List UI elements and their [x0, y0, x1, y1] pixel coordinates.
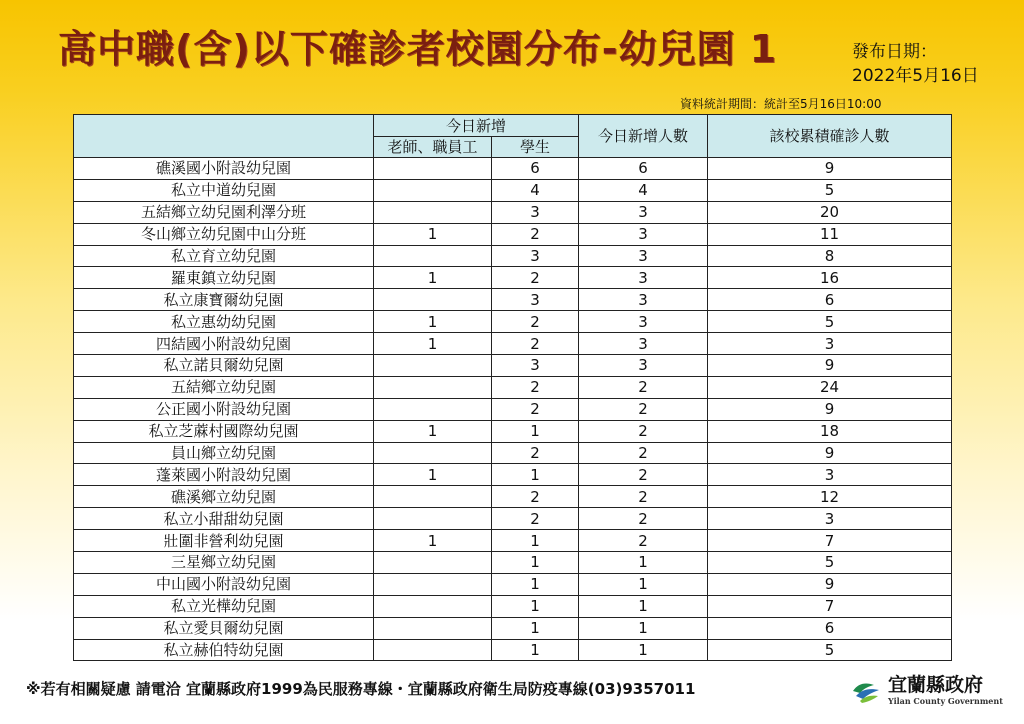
staff-count-cell — [374, 573, 492, 595]
school-name-cell: 私立芝蔴村國際幼兒園 — [74, 420, 374, 442]
statistics-period: 資料統計期間：統計至5月16日10:00 — [680, 97, 882, 111]
school-name-cell: 私立中道幼兒園 — [74, 179, 374, 201]
staff-count-cell — [374, 201, 492, 223]
today-total-cell: 2 — [579, 376, 708, 398]
table-row — [74, 508, 952, 530]
student-count-cell: 2 — [492, 267, 579, 289]
student-count-cell: 4 — [492, 179, 579, 201]
student-count-cell: 2 — [492, 311, 579, 333]
table-row — [74, 595, 952, 617]
school-name-cell: 私立育立幼兒園 — [74, 245, 374, 267]
table-row — [74, 530, 952, 552]
school-name-cell: 五結鄉立幼兒園利澤分班 — [74, 201, 374, 223]
table-row — [74, 486, 952, 508]
school-name-cell: 員山鄉立幼兒園 — [74, 442, 374, 464]
today-total-cell: 4 — [579, 179, 708, 201]
today-new-group-header: 今日新增 — [374, 115, 579, 137]
school-name-cell: 公正國小附設幼兒園 — [74, 398, 374, 420]
cumulative-cell: 9 — [708, 573, 952, 595]
school-name-cell: 中山國小附設幼兒園 — [74, 573, 374, 595]
today-total-cell: 1 — [579, 552, 708, 574]
today-total-cell: 1 — [579, 595, 708, 617]
cumulative-cell: 5 — [708, 311, 952, 333]
cumulative-cell: 20 — [708, 201, 952, 223]
school-name-cell: 蓬萊國小附設幼兒園 — [74, 464, 374, 486]
table-row — [74, 267, 952, 289]
table-row — [74, 420, 952, 442]
today-total-cell: 1 — [579, 617, 708, 639]
cumulative-cell: 3 — [708, 464, 952, 486]
school-name-cell: 三星鄉立幼兒園 — [74, 552, 374, 574]
today-total-cell: 1 — [579, 573, 708, 595]
publish-info — [852, 40, 979, 88]
staff-count-cell: 1 — [374, 420, 492, 442]
school-name-header — [74, 115, 374, 158]
staff-count-cell: 1 — [374, 464, 492, 486]
today-total-cell: 3 — [579, 267, 708, 289]
student-count-cell: 1 — [492, 530, 579, 552]
table-row — [74, 464, 952, 486]
table-row — [74, 639, 952, 661]
today-total-cell: 2 — [579, 398, 708, 420]
table-row — [74, 158, 952, 180]
table-row — [74, 201, 952, 223]
staff-count-cell — [374, 442, 492, 464]
cumulative-cell: 8 — [708, 245, 952, 267]
student-count-cell: 2 — [492, 376, 579, 398]
staff-count-cell — [374, 289, 492, 311]
table-row — [74, 552, 952, 574]
today-total-cell: 3 — [579, 355, 708, 377]
logo-english-text: Yilan County Government — [888, 696, 1003, 706]
table-row — [74, 398, 952, 420]
school-name-cell: 私立小甜甜幼兒園 — [74, 508, 374, 530]
today-total-cell: 3 — [579, 223, 708, 245]
student-count-cell: 2 — [492, 333, 579, 355]
table-row — [74, 617, 952, 639]
today-total-cell: 6 — [579, 158, 708, 180]
publish-label: 發布日期： — [852, 42, 937, 62]
staff-count-cell — [374, 552, 492, 574]
school-name-cell: 私立愛貝爾幼兒園 — [74, 617, 374, 639]
student-count-cell: 3 — [492, 289, 579, 311]
student-count-cell: 3 — [492, 201, 579, 223]
student-count-cell: 2 — [492, 442, 579, 464]
publish-date: 2022年5月16日 — [852, 66, 979, 86]
cumulative-cell: 3 — [708, 508, 952, 530]
cumulative-cell: 9 — [708, 398, 952, 420]
table-row — [74, 355, 952, 377]
table-row — [74, 245, 952, 267]
staff-count-cell: 1 — [374, 267, 492, 289]
cumulative-cell: 5 — [708, 639, 952, 661]
footer-note: ※若有相關疑慮 請電洽 宜蘭縣政府1999為民服務專線・宜蘭縣政府衛生局防疫專線(03)9357011 — [26, 680, 696, 698]
student-count-cell: 2 — [492, 398, 579, 420]
today-total-header: 今日新增人數 — [579, 115, 708, 158]
today-total-cell: 1 — [579, 639, 708, 661]
student-count-cell: 3 — [492, 355, 579, 377]
staff-count-cell — [374, 376, 492, 398]
school-name-cell: 冬山鄉立幼兒園中山分班 — [74, 223, 374, 245]
cumulative-cell: 6 — [708, 289, 952, 311]
cumulative-cell: 7 — [708, 530, 952, 552]
staff-count-cell — [374, 158, 492, 180]
student-count-cell: 6 — [492, 158, 579, 180]
cumulative-cell: 18 — [708, 420, 952, 442]
staff-count-cell — [374, 639, 492, 661]
staff-count-cell: 1 — [374, 311, 492, 333]
student-count-cell: 1 — [492, 573, 579, 595]
school-name-cell: 羅東鎮立幼兒園 — [74, 267, 374, 289]
staff-count-cell: 1 — [374, 223, 492, 245]
today-total-cell: 3 — [579, 201, 708, 223]
student-count-cell: 1 — [492, 420, 579, 442]
school-name-cell: 私立光樺幼兒園 — [74, 595, 374, 617]
today-total-cell: 3 — [579, 289, 708, 311]
student-count-cell: 2 — [492, 486, 579, 508]
school-name-cell: 私立康寶爾幼兒園 — [74, 289, 374, 311]
cumulative-cell: 9 — [708, 355, 952, 377]
staff-count-cell — [374, 595, 492, 617]
table-row — [74, 223, 952, 245]
cumulative-cell: 24 — [708, 376, 952, 398]
student-header: 學生 — [492, 137, 579, 158]
today-total-cell: 3 — [579, 333, 708, 355]
student-count-cell: 1 — [492, 595, 579, 617]
staff-count-cell — [374, 355, 492, 377]
school-name-cell: 私立諾貝爾幼兒園 — [74, 355, 374, 377]
cumulative-cell: 5 — [708, 179, 952, 201]
table-row — [74, 333, 952, 355]
government-emblem-icon — [850, 674, 882, 706]
cumulative-cell: 9 — [708, 442, 952, 464]
table-row — [74, 179, 952, 201]
today-total-cell: 2 — [579, 464, 708, 486]
today-total-cell: 2 — [579, 442, 708, 464]
today-total-cell: 3 — [579, 311, 708, 333]
staff-count-cell — [374, 617, 492, 639]
today-total-cell: 2 — [579, 486, 708, 508]
student-count-cell: 1 — [492, 639, 579, 661]
staff-count-cell: 1 — [374, 333, 492, 355]
staff-header: 老師、職員工 — [374, 137, 492, 158]
table-row — [74, 376, 952, 398]
cumulative-cell: 7 — [708, 595, 952, 617]
cumulative-cell: 11 — [708, 223, 952, 245]
cumulative-cell: 12 — [708, 486, 952, 508]
cases-table — [73, 114, 952, 661]
school-name-cell: 私立惠幼幼兒園 — [74, 311, 374, 333]
school-name-cell: 礁溪鄉立幼兒園 — [74, 486, 374, 508]
school-name-cell: 私立赫伯特幼兒園 — [74, 639, 374, 661]
staff-count-cell — [374, 486, 492, 508]
student-count-cell: 1 — [492, 617, 579, 639]
staff-count-cell: 1 — [374, 530, 492, 552]
table-row — [74, 442, 952, 464]
yilan-government-logo — [850, 670, 1003, 710]
cumulative-cell: 3 — [708, 333, 952, 355]
cumulative-cell: 6 — [708, 617, 952, 639]
school-name-cell: 壯圍非營利幼兒園 — [74, 530, 374, 552]
table-row — [74, 573, 952, 595]
cumulative-cell: 5 — [708, 552, 952, 574]
staff-count-cell — [374, 245, 492, 267]
today-total-cell: 3 — [579, 245, 708, 267]
staff-count-cell — [374, 398, 492, 420]
school-name-cell: 礁溪國小附設幼兒園 — [74, 158, 374, 180]
today-total-cell: 2 — [579, 508, 708, 530]
student-count-cell: 1 — [492, 552, 579, 574]
student-count-cell: 2 — [492, 508, 579, 530]
cumulative-cell: 16 — [708, 267, 952, 289]
school-name-cell: 五結鄉立幼兒園 — [74, 376, 374, 398]
cumulative-header: 該校累積確診人數 — [708, 115, 952, 158]
staff-count-cell — [374, 508, 492, 530]
today-total-cell: 2 — [579, 420, 708, 442]
table-row — [74, 289, 952, 311]
staff-count-cell — [374, 179, 492, 201]
table-row — [74, 311, 952, 333]
cumulative-cell: 9 — [708, 158, 952, 180]
student-count-cell: 3 — [492, 245, 579, 267]
school-name-cell: 四結國小附設幼兒園 — [74, 333, 374, 355]
student-count-cell: 1 — [492, 464, 579, 486]
today-total-cell: 2 — [579, 530, 708, 552]
page-title: 高中職(含)以下確診者校園分布-幼兒園 1 — [58, 27, 778, 71]
logo-chinese-text: 宜蘭縣政府 — [888, 674, 984, 696]
student-count-cell: 2 — [492, 223, 579, 245]
